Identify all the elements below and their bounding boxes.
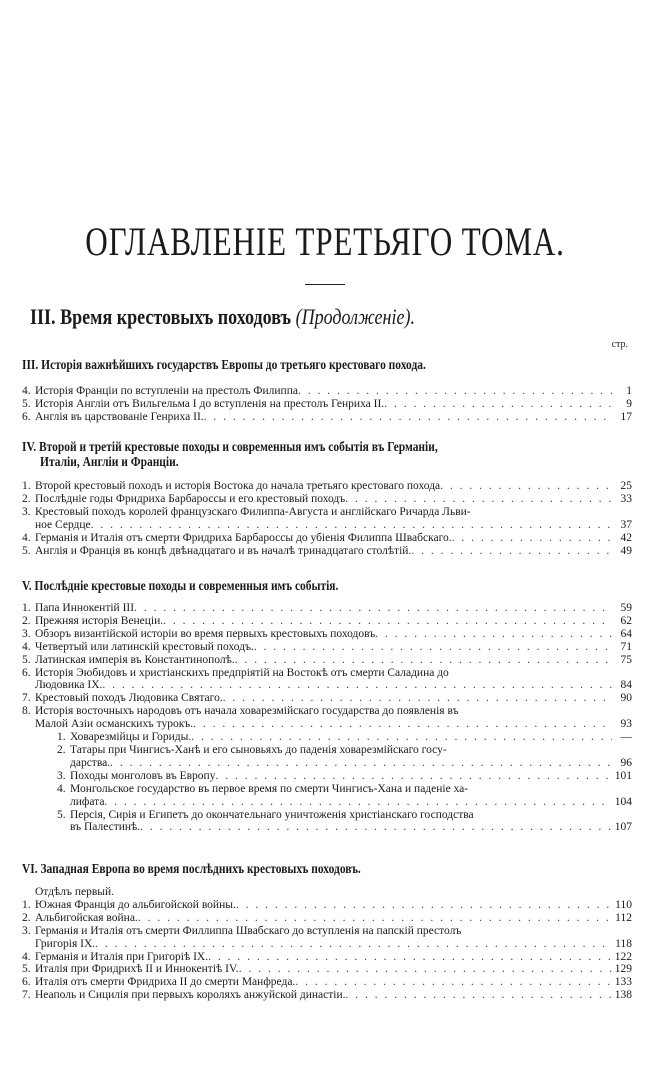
entry-page: 110: [615, 898, 632, 911]
page-title: ОГЛАВЛЕНІЕ ТРЕТЬЯГО ТОМА.: [85, 219, 565, 264]
entry-title: Послѣдніе годы Фридриха Барбароссы и его крестовый походъ: [35, 492, 346, 505]
toc-entry: [22, 411, 632, 424]
entry-title: Ховарезмійцы и Гориды.: [70, 731, 192, 744]
entry-title-continuation: въ Палестинѣ.: [70, 821, 141, 834]
section-heading: III. Исторія важнѣйшихъ государствъ Европы до третьяго крестоваго похода.: [22, 358, 426, 373]
toc-entry-continuation: [22, 796, 632, 809]
toc-entry: [22, 744, 632, 757]
entry-number: 1.: [22, 480, 31, 492]
entry-page: 107: [614, 821, 632, 834]
entry-title: Германія и Италія при Григоріѣ IX.: [35, 950, 209, 963]
toc-entry: [22, 976, 632, 989]
dot-leader: [345, 493, 612, 506]
entry-number: 5.: [22, 544, 31, 557]
section-entries: [22, 886, 632, 1002]
dot-leader: [375, 628, 612, 641]
section-heading-line: IV. Второй и третій крестовые походы и современныя имъ событія въ Германіи,: [22, 440, 438, 455]
entry-number: 3.: [22, 505, 31, 518]
part-heading: [30, 304, 415, 330]
dot-leader: [345, 989, 612, 1002]
entry-number: 4.: [22, 531, 31, 544]
toc-entry: [22, 899, 632, 912]
entry-number: 4.: [22, 640, 31, 653]
entry-number: 5.: [22, 397, 31, 410]
dot-leader: [295, 976, 612, 989]
section-heading: [22, 440, 521, 470]
entry-page: —: [620, 731, 632, 744]
toc-entry: [22, 602, 632, 615]
section-heading: VI. Западная Европа во время послѣднихъ крестовыхъ походовъ.: [22, 862, 361, 877]
entry-number: 8.: [22, 705, 31, 718]
toc-entry: [22, 493, 632, 506]
entry-title: Татары при Чингисъ-Ханѣ и его сыновьяхъ до паденія ховарезмійскаго госу-: [70, 743, 447, 756]
entry-number: 4.: [22, 950, 31, 963]
entry-number: 4.: [22, 385, 31, 397]
entry-page: 112: [615, 911, 632, 924]
dot-leader: [134, 602, 612, 615]
entry-title: Второй крестовый походъ и исторія Востока до начала третьяго крестоваго похода: [35, 480, 441, 492]
toc-entry-continuation: [22, 938, 632, 951]
entry-page: 129: [614, 963, 632, 976]
dot-leader: [452, 532, 612, 545]
entry-page: 37: [620, 518, 632, 531]
dot-leader: [104, 796, 612, 809]
entry-number: 1.: [57, 731, 66, 744]
toc-entry-continuation: [22, 757, 632, 770]
entry-title-continuation: Людовика IX.: [35, 679, 103, 692]
section-heading-line: Италіи, Англіи и Франціи.: [40, 455, 179, 470]
part-title: III. Время крестовыхъ походовъ: [30, 304, 292, 329]
section-heading: V. Послѣдніе крестовые походы и современныя имъ событія.: [22, 579, 339, 594]
entry-number: 4.: [57, 782, 66, 795]
entry-title: Папа Иннокентій III: [35, 602, 135, 614]
entry-title: Крестовый походъ Людовика Святаго.: [35, 692, 223, 705]
entry-number: 2.: [57, 743, 66, 756]
dot-leader: [215, 770, 612, 783]
entry-title: Четвертый или латинскій крестовый походъ.: [35, 640, 254, 653]
dot-leader: [384, 398, 612, 411]
toc-entry: [22, 912, 632, 925]
entry-page: 84: [620, 679, 632, 692]
entry-page: 64: [620, 627, 632, 640]
toc-entry: [22, 783, 632, 796]
entry-number: 2.: [22, 911, 31, 924]
toc-entry: [22, 628, 632, 641]
entry-title: Прежняя исторія Венеціи.: [35, 614, 164, 627]
dot-leader: [254, 641, 612, 654]
dot-leader: [236, 899, 612, 912]
dot-leader: [411, 545, 612, 558]
entry-title: Италія отъ смерти Фридриха II до смерти Манфреда.: [35, 976, 296, 989]
entry-number: 3.: [57, 769, 66, 782]
entry-page: 62: [620, 614, 632, 627]
entry-page: 122: [614, 950, 632, 963]
toc-entry: [22, 692, 632, 705]
entry-number: 7.: [22, 989, 31, 1002]
dot-leader: [95, 938, 612, 951]
entry-title: Неаполь и Сицилія при первыхъ короляхъ анжуйской династіи.: [35, 989, 346, 1002]
toc-entry: [22, 654, 632, 667]
toc-entry: [22, 615, 632, 628]
entry-number: 6.: [22, 410, 31, 423]
dot-leader: [163, 615, 612, 628]
entry-title: Италія при Фридрихѣ II и Иннокентіѣ IV.: [35, 963, 239, 976]
entry-page: 101: [614, 769, 632, 782]
dot-leader: [235, 654, 612, 667]
dot-leader: [102, 679, 612, 692]
entry-page: 17: [620, 410, 632, 423]
page-column-label: стр.: [611, 339, 628, 350]
toc-entry: [22, 989, 632, 1002]
entry-page: 104: [614, 795, 632, 808]
entry-page: 33: [620, 492, 632, 505]
entry-title: Англія въ царствованіе Генриха II.: [35, 410, 204, 423]
entry-page: 49: [620, 544, 632, 557]
toc-entry: [22, 925, 632, 938]
toc-entry: [22, 951, 632, 964]
dot-leader: [440, 480, 612, 493]
dot-leader: [239, 963, 612, 976]
entry-number: 6.: [22, 976, 31, 989]
toc-entry: [22, 398, 632, 411]
dot-leader: [91, 519, 612, 532]
entry-title: Обзоръ византійской исторіи во время первыхъ крестовыхъ походовъ: [35, 627, 376, 640]
toc-entry: [22, 809, 632, 822]
toc-entry: [22, 641, 632, 654]
entry-number: 2.: [22, 614, 31, 627]
entry-page: 90: [620, 692, 632, 705]
entry-number: 5.: [22, 963, 31, 976]
entry-page: 71: [620, 640, 632, 653]
entry-number: 5.: [57, 808, 66, 821]
entry-page: 59: [620, 602, 632, 614]
entry-title-continuation: лифата: [70, 795, 105, 808]
entry-title-continuation: ное Сердце: [35, 518, 91, 531]
toc-entry-continuation: [22, 821, 632, 834]
toc-entry: [22, 506, 632, 519]
entry-number: 7.: [22, 692, 31, 705]
toc-entry: [22, 667, 632, 680]
entry-title: Персія, Сирія и Египетъ до окончательнаго уничтоженія христіанскаго господства: [70, 808, 474, 821]
entry-number: 2.: [22, 492, 31, 505]
toc-entry: [22, 731, 632, 744]
entry-title-continuation: Григорія IX.: [35, 937, 96, 950]
entry-page: 133: [614, 976, 632, 989]
entry-number: 3.: [22, 627, 31, 640]
entry-page: 42: [620, 531, 632, 544]
toc-entry: [22, 705, 632, 718]
section-entries: [22, 385, 632, 424]
entry-number: 1.: [22, 602, 31, 614]
entry-title: Крестовый походъ королей французскаго Филиппа-Августа и англійскаго Ричарда Льви-: [35, 505, 471, 518]
toc-entry: [22, 532, 632, 545]
divider: [305, 284, 345, 285]
entry-number: 1.: [22, 898, 31, 911]
toc-entry-continuation: [22, 679, 632, 692]
entry-number: 3.: [22, 924, 31, 937]
toc-entry: [22, 963, 632, 976]
dot-leader: [298, 385, 612, 398]
entry-page: 138: [614, 989, 632, 1002]
dot-leader: [223, 692, 612, 705]
toc-entry-continuation: [22, 519, 632, 532]
toc-entry: [22, 770, 632, 783]
entry-title: Исторія Франціи по вступленіи на престолъ Филиппа: [35, 385, 298, 397]
entry-page: 75: [620, 653, 632, 666]
entry-title: Альбигойская война.: [35, 911, 138, 924]
dot-leader: [138, 912, 612, 925]
entry-title: Германія и Италія отъ смерти Фридриха Барбароссы до убіенія Филиппа Швабскаго.: [35, 531, 452, 544]
part-note: (Продолженіе).: [295, 304, 416, 329]
toc-entry: [22, 385, 632, 398]
entry-title: Походы монголовъ въ Европу: [70, 769, 216, 782]
section-entries: [22, 602, 632, 834]
entry-title: Германія и Италія отъ смерти Филлиппа Швабскаго до вступленія на папскій престолъ: [35, 924, 462, 937]
entry-title: Англія и Франція въ концѣ двѣнадцатаго и въ началѣ тринадцатаго столѣтій.: [35, 544, 412, 557]
entry-title: Южная Франція до альбигойской войны.: [35, 898, 236, 911]
entry-title: Латинская имперія въ Константинополѣ.: [35, 653, 235, 666]
entry-title-continuation: дарства.: [70, 756, 111, 769]
entry-number: 6.: [22, 666, 31, 679]
subsection-label: Отдѣлъ первый.: [35, 886, 115, 898]
entry-number: 5.: [22, 653, 31, 666]
dot-leader: [110, 757, 612, 770]
entry-page: 9: [626, 397, 632, 410]
dot-leader: [140, 821, 612, 834]
dot-leader: [191, 731, 612, 744]
entry-title: Исторія Англіи отъ Вильгельма I до вступленія на престолъ Генриха II.: [35, 397, 385, 410]
entry-title: Исторія Эюбидовъ и христіанскихъ предпріятій на Востокѣ отъ смерти Саладина до: [35, 666, 449, 679]
entry-page: 96: [620, 756, 632, 769]
dot-leader: [208, 951, 612, 964]
dot-leader: [193, 718, 612, 731]
toc-entry-continuation: [22, 718, 632, 731]
entry-page: 93: [620, 718, 632, 731]
dot-leader: [204, 411, 612, 424]
entry-page: 25: [620, 480, 632, 492]
toc-entry: [22, 545, 632, 558]
entry-title: Монгольское государство въ первое время по смерти Чингисъ-Хана и паденіе ха-: [70, 782, 469, 795]
entry-page: 118: [615, 937, 632, 950]
entry-page: 1: [626, 385, 632, 397]
section-entries: [22, 480, 632, 557]
toc-entry: [22, 480, 632, 493]
entry-title: Исторія восточныхъ народовъ отъ начала ховарезмійскаго государства до появленія въ: [35, 705, 459, 718]
entry-title-continuation: Малой Азіи османскихъ турокъ.: [35, 718, 194, 731]
